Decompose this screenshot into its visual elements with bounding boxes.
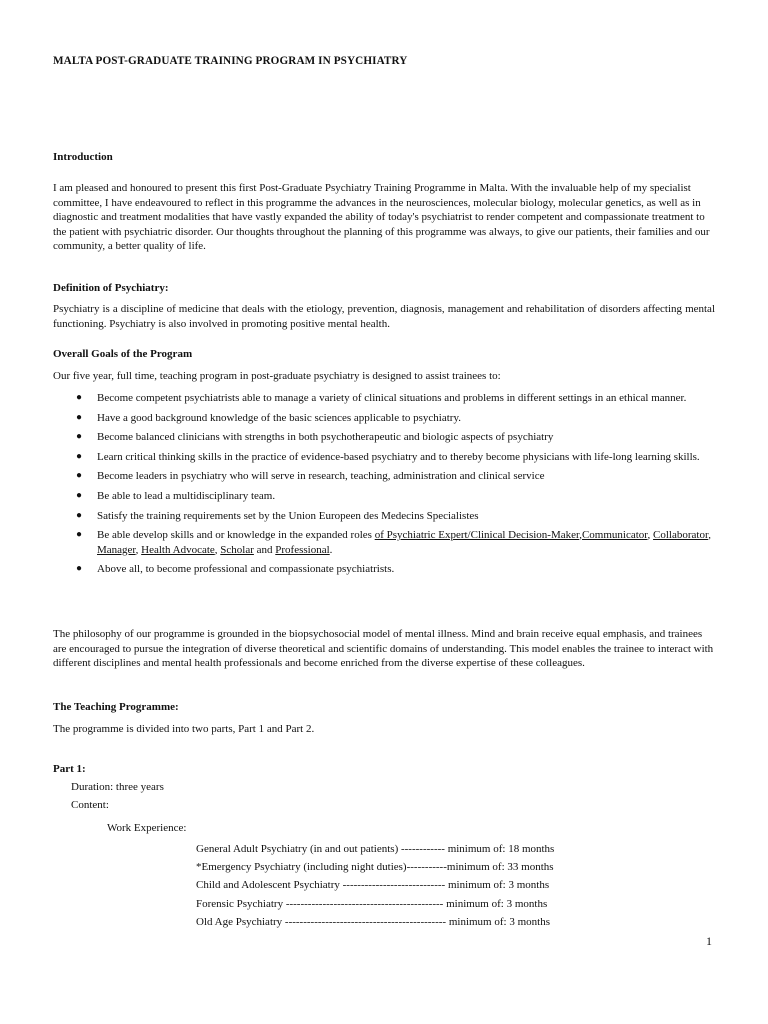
teaching-paragraph: The programme is divided into two parts, Part 1 and Part 2. (53, 723, 315, 735)
role-collaborator: Collaborator (653, 529, 709, 542)
roles-end: . (329, 543, 333, 556)
goals-heading: Overall Goals of the Program (53, 348, 193, 360)
bullet-icon: ● (76, 450, 83, 462)
goal-item (53, 391, 715, 406)
definition-paragraph: Psychiatry is a discipline of medicine that deals with the etiology, prevention, diagnosis, management and rehabilitation of disorders affecting mental functioning. Psychiatry is also involved in promoting positive mental health. (53, 303, 715, 330)
role-communicator: Communicator (581, 529, 648, 542)
goals-list (53, 391, 715, 582)
goal-item (53, 562, 715, 577)
role-psychiatric-expert: of Psychiatric Expert/Clinical Decision-Maker (374, 529, 580, 542)
intro-paragraph: I am pleased and honoured to present this first Post-Graduate Psychiatry Training Programme in Malta. With the invaluable help of my specialist committee, I have endeavoured to reflect in this programme the advances in the neurosciences, molecular biology, molecular genetics, as well as in diagnostic and treatment modalities that have vastly expanded the ability of today's psychiatrist to render competent and compassionate treatment to the patient with psychiatric disorder. Our thoughts throughout the planning of this programme was always, to give our patients, their families and our community, a better quality of life. (53, 182, 710, 253)
part1-content: Content: (71, 799, 109, 811)
roles-separator: , (214, 543, 221, 556)
goal-text: Become leaders in psychiatry who will serve in research, teaching, administration and clinical service (97, 470, 545, 483)
definition-heading: Definition of Psychiatry: (53, 282, 169, 294)
page-number: 1 (706, 934, 712, 948)
bullet-icon: ● (76, 392, 83, 403)
goal-text: Be able to lead a multidisciplinary team. (97, 489, 276, 502)
goal-text: Have a good background knowledge of the basic sciences applicable to psychiatry. (97, 411, 461, 424)
goal-item (53, 450, 715, 465)
goal-item (53, 489, 715, 504)
goals-intro: Our five year, full time, teaching program in post-graduate psychiatry is designed to assist trainees to: (53, 370, 501, 382)
bullet-icon: ● (76, 470, 83, 482)
goal-item (53, 430, 715, 445)
goal-item-roles (53, 528, 715, 557)
bullet-icon: ● (76, 431, 83, 443)
bullet-icon: ● (76, 489, 83, 501)
roles-separator: , (135, 543, 142, 556)
goal-text: Become competent psychiatrists able to manage a variety of clinical situations and problems in different settings in an ethical manner. (97, 392, 687, 404)
teaching-heading: The Teaching Programme: (53, 701, 179, 713)
intro-heading: Introduction (53, 151, 113, 163)
rotation-line: General Adult Psychiatry (in and out patients) ------------ minimum of: 18 months (196, 843, 555, 855)
document-title: MALTA POST-GRADUATE TRAINING PROGRAM IN PSYCHIATRY (53, 55, 408, 67)
role-scholar: Scholar (220, 543, 254, 556)
roles-prefix: Be able develop skills and or knowledge in the expanded roles (97, 529, 375, 542)
rotation-line: Forensic Psychiatry ------------------------------------------- minimum of: 3 months (196, 898, 548, 910)
role-health-advocate: Health Advocate (141, 543, 215, 556)
part1-work-experience: Work Experience: (107, 822, 187, 834)
goal-text: Satisfy the training requirements set by the Union Europeen des Medecins Specialistes (97, 509, 479, 522)
role-professional: Professional (275, 543, 330, 556)
part1-duration: Duration: three years (71, 781, 164, 793)
goal-item (53, 509, 715, 524)
bullet-icon: ● (76, 563, 83, 575)
goal-item (53, 411, 715, 426)
part1-heading: Part 1: (53, 763, 86, 775)
bullet-icon: ● (76, 411, 83, 423)
roles-separator: , (647, 529, 654, 542)
rotation-line: *Emergency Psychiatry (including night duties)-----------minimum of: 33 months (196, 861, 554, 873)
bullet-icon: ● (76, 529, 83, 541)
role-manager: Manager (97, 543, 136, 556)
goal-text: Learn critical thinking skills in the practice of evidence-based psychiatry and to thereby become physicians with life-long learning skills. (97, 450, 700, 463)
bullet-icon: ● (76, 509, 83, 521)
goal-text: Above all, to become professional and compassionate psychiatrists. (97, 563, 395, 576)
philosophy-paragraph: The philosophy of our programme is grounded in the biopsychosocial model of mental illness. Mind and brain receive equal emphasis, and trainees are encouraged to pursue the integration of diverse theoretical and scientific domains of understanding. This model enables the trainee to interact with different disciplines and mental health professionals and become enriched from the diverse expertise of these colleagues. (53, 628, 714, 670)
roles-separator: , (579, 529, 582, 542)
roles-separator: , (708, 529, 711, 542)
goal-item (53, 469, 715, 484)
rotation-line: Old Age Psychiatry -------------------------------------------- minimum of: 3 months (196, 916, 550, 928)
goal-text: Become balanced clinicians with strengths in both psychotherapeutic and biologic aspects of psychiatry (97, 431, 554, 444)
roles-and: and (253, 543, 276, 556)
rotation-line: Child and Adolescent Psychiatry ---------------------------- minimum of: 3 months (196, 879, 550, 891)
